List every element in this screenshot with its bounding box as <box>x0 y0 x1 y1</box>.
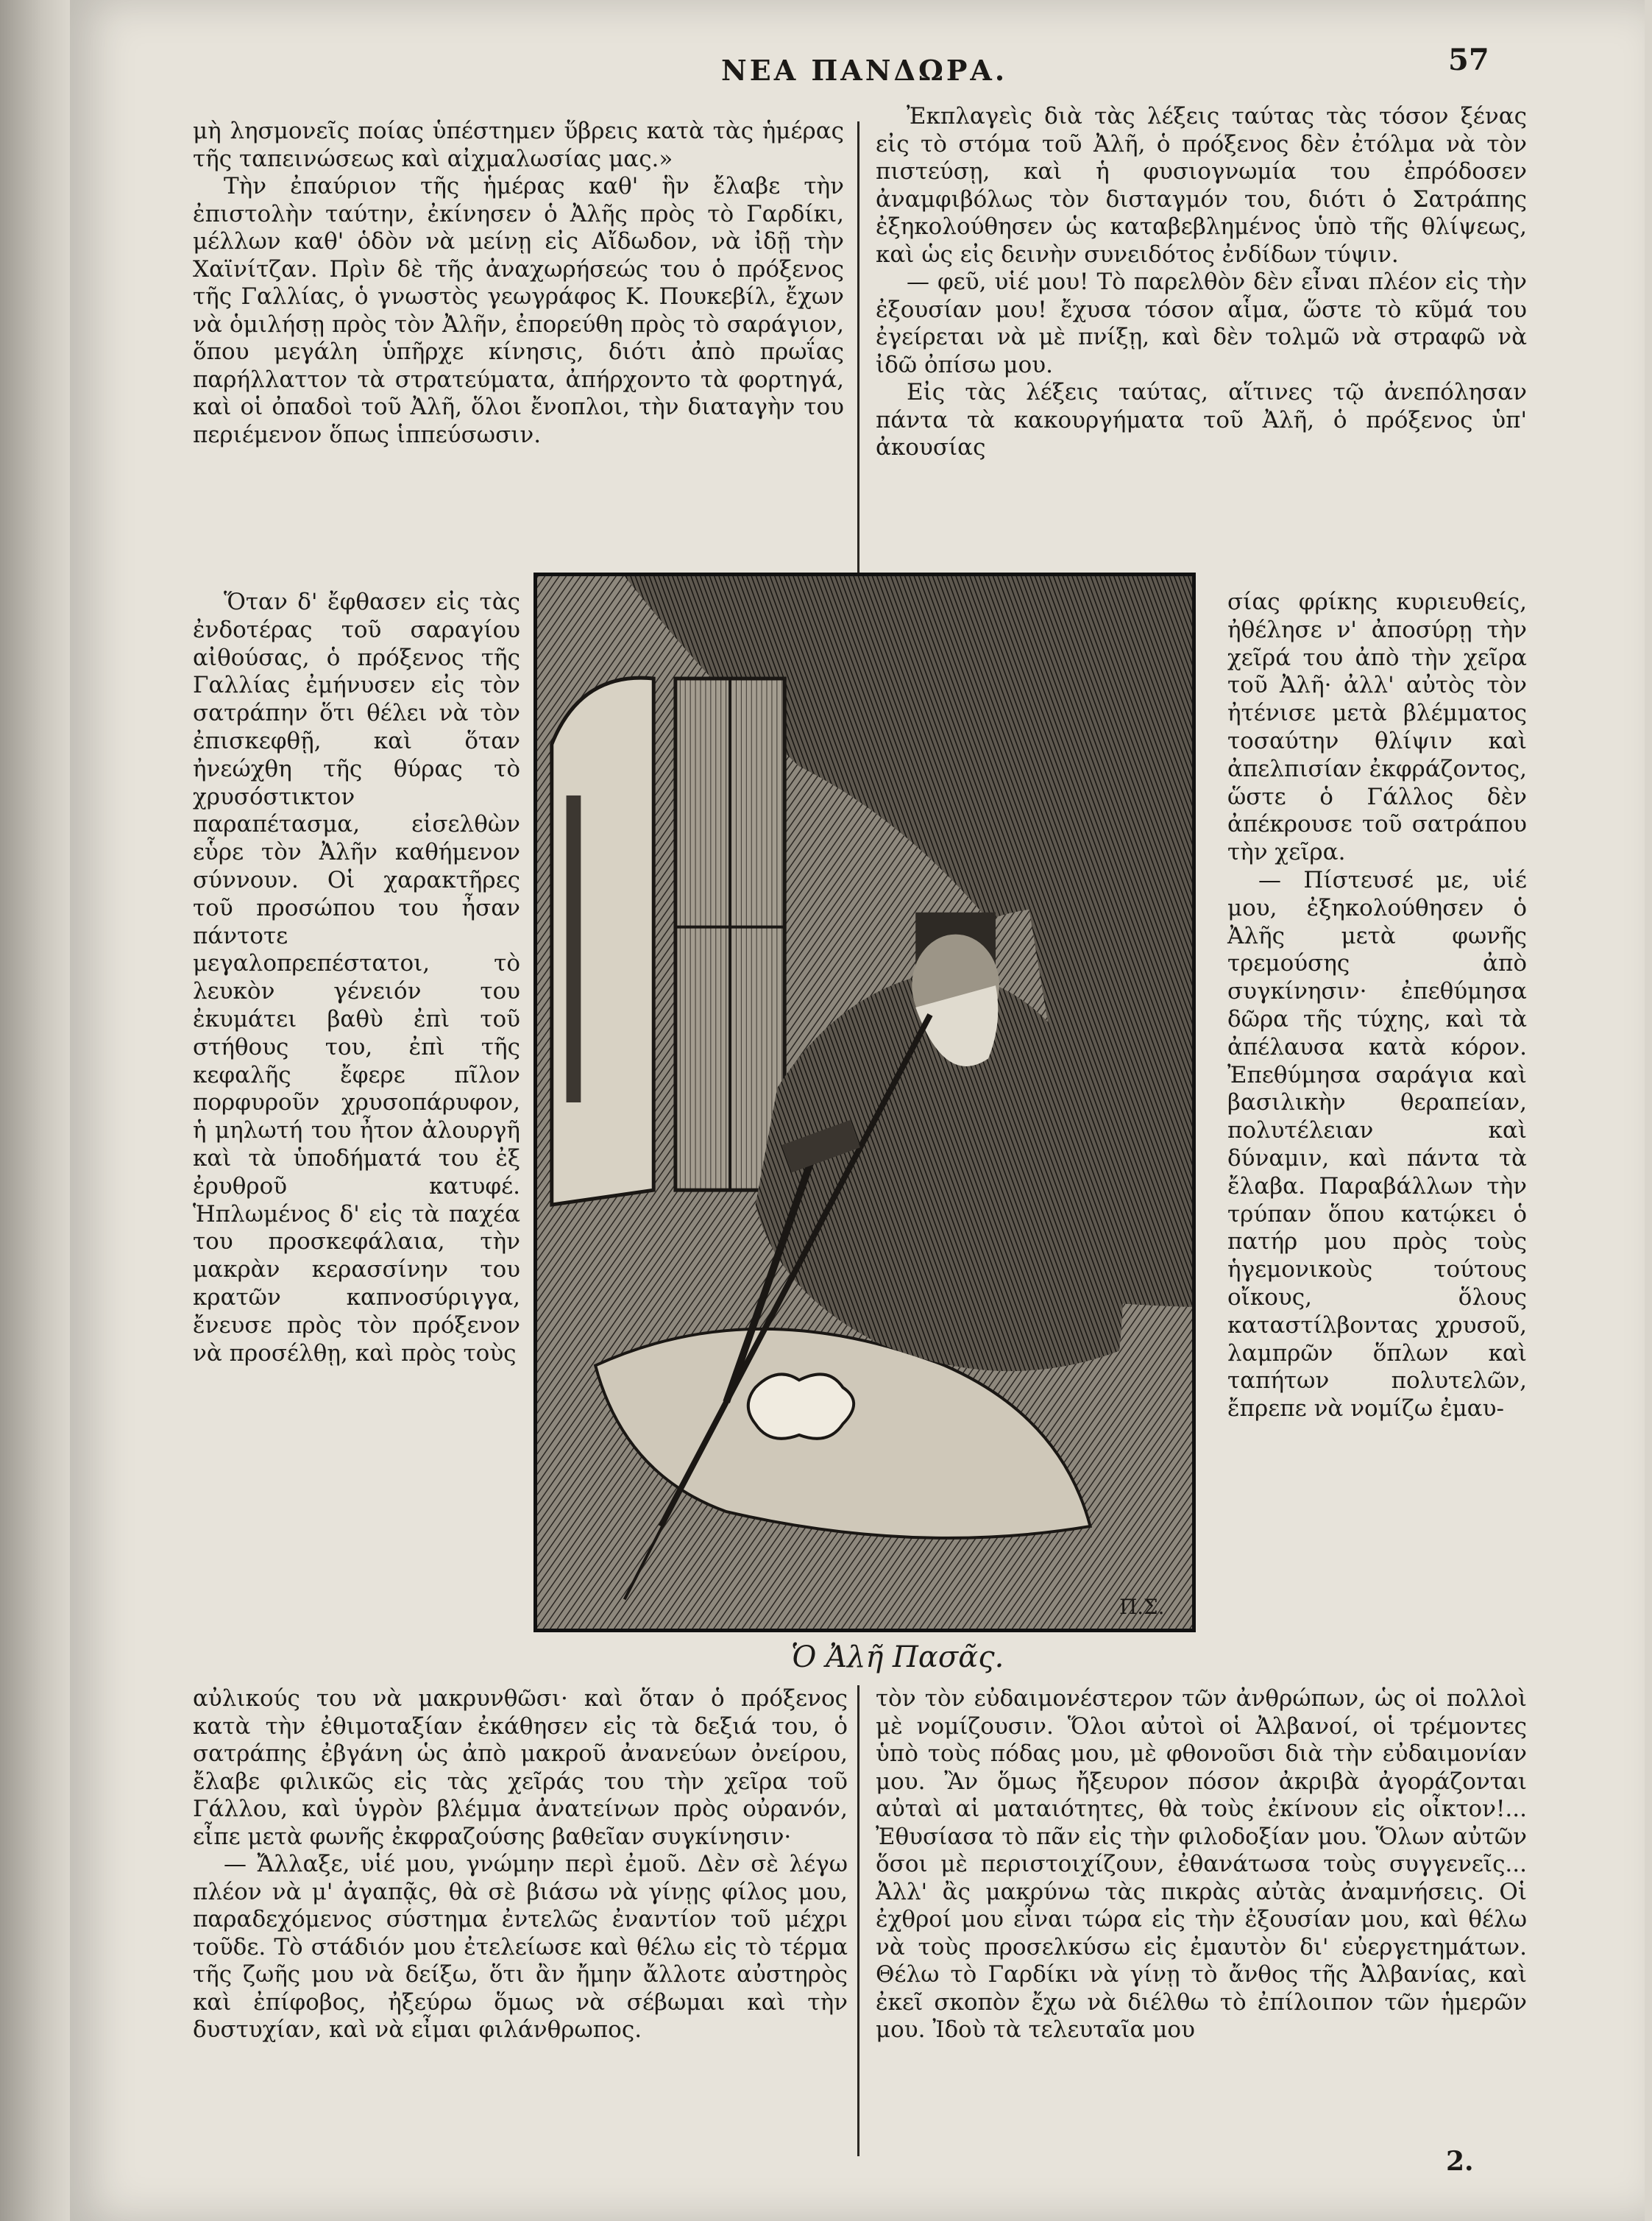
paragraph: Εἰς τὰς λέξεις ταύτας, αἵτινες τῷ ἀνεπόλησαν πάντα τὰ κακουργήματα τοῦ Ἀλῆ, ὁ πρόξενος ὑπ' ἀκουσίας <box>876 379 1527 461</box>
paragraph: Ὅταν δ' ἔφθασεν εἰς τὰς ἐνδοτέρας τοῦ σαραγίου αἰθούσας, ὁ πρόξενος τῆς Γαλλίας ἐμήνυσεν εἰς τὸν σατράπην ὅτι θέλει νὰ τὸν ἐπισκεφθῇ, καὶ ὅταν ἠνεώχθη τῆς θύρας τὸ χρυσόστικτον παραπέτασμα, εἰσελθὼν εὗρε τὸν Ἀλῆν καθήμενον σύννουν. Οἱ χαρακτῆρες τοῦ προσώπου του ἦσαν πάντοτε μεγαλοπρεπέστατοι, τὸ λευκὸν γένειόν του ἐκυμάτει βαθὺ ἐπὶ τοῦ στήθους του, ἐπὶ τῆς κεφαλῆς ἔφερε πῖλον πορφυροῦν χρυσοπάρυφον, ἡ μηλωτή του ἦτον ἀλουργῆ καὶ τὰ ὑποδήματά του ἐξ ἐρυθροῦ κατυφέ. Ἡπλωμένος δ' εἰς τὰ παχέα του προσκεφάλαια, τὴν μακρὰν κερασσίνην του κρατῶν καπνοσύριγγα, ἔνευσε πρὸς τὸν πρόξενον νὰ προσέλθῃ, καὶ πρὸς τοὺς <box>193 589 520 1367</box>
paragraph: — φεῦ, υἱέ μου! Τὸ παρελθὸν δὲν εἶναι πλέον εἰς τὴν ἐξουσίαν μου! ἔχυσα τόσον αἷμα, ὥστε τὸ κῦμά του ἐγείρεται νὰ μὲ πνίξῃ, καὶ δὲν τολμῶ νὰ στραφῶ νὰ ἰδῶ ὀπίσω μου. <box>876 269 1527 378</box>
column-top-right <box>876 103 1527 462</box>
signature-mark: 2. <box>1446 2146 1474 2177</box>
page-number: 57 <box>1448 43 1489 77</box>
column-top-left <box>193 118 844 449</box>
running-header-title: ΝΕΑ ΠΑΝΔΩΡΑ. <box>721 54 1008 87</box>
paragraph: αὐλικούς του νὰ μακρυνθῶσι· καὶ ὅταν ὁ πρόξενος κατὰ τὴν ἐθιμοταξίαν ἐκάθησεν εἰς τὰ δεξιά του, ὁ σατράπης ἐβγάνη ὡς ἀπὸ μακροῦ ἀνανεύων ὀνείρου, ἔλαβε φιλικῶς εἰς τὰς χεῖράς του τὴν χεῖρα τοῦ Γάλλου, καὶ ὑγρὸν βλέμμα ἀνατείνων πρὸς οὐρανόν, εἶπε μετὰ φωνῆς ἐκφραζούσης βαθεῖαν συγκίνησιν· <box>193 1685 848 1850</box>
illustration-caption: Ὁ Ἀλῆ Πασᾶς. <box>791 1640 1004 1674</box>
paragraph: σίας φρίκης κυριευθείς, ἠθέλησε ν' ἀποσύρῃ τὴν χεῖρά του ἀπὸ τὴν χεῖρα τοῦ Ἀλῆ· ἀλλ' αὐτὸς τὸν ἠτένισε μετὰ βλέμματος τοσαύτην θλίψιν καὶ ἀπελπισίαν ἐκφράζοντος, ὥστε ὁ Γάλλος δὲν ἀπέκρουσε τοῦ σατράπου τὴν χεῖρα. <box>1227 589 1527 866</box>
column-middle-right <box>1227 589 1527 1423</box>
paragraph: μὴ λησμονεῖς ποίας ὑπέστημεν ὕβρεις κατὰ τὰς ἡμέρας τῆς ταπεινώσεως καὶ αἰχμαλωσίας μας.» <box>193 118 844 172</box>
engraving-ali-pasha <box>533 573 1196 1632</box>
engraving-art <box>537 576 1192 1629</box>
column-bottom-right <box>876 1685 1527 2044</box>
column-middle-left <box>193 589 520 1367</box>
paragraph: Τὴν ἐπαύριον τῆς ἡμέρας καθ' ἣν ἔλαβε τὴν ἐπιστολὴν ταύτην, ἐκίνησεν ὁ Ἀλῆς πρὸς τὸ Γαρδίκι, μέλλων καθ' ὁδὸν νὰ μείνῃ εἰς Αἴδωδον, νὰ ἰδῇ τὴν Χαϊνίτζαν. Πρὶν δὲ τῆς ἀναχωρήσεώς του ὁ πρόξενος τῆς Γαλλίας, ὁ γνωστὸς γεωγράφος Κ. Πουκεβίλ, ἔχων νὰ ὁμιλήσῃ πρὸς τὸν Ἀλῆν, ἐπορεύθη πρὸς τὸ σαράγιον, ὅπου μεγάλη ὑπῆρχε κίνησις, διότι ἀπὸ πρωΐας παρήλλαττον τὰ στρατεύματα, ἀπήρχοντο τὰ φορτηγά, καὶ οἱ ὀπαδοὶ τοῦ Ἀλῆ, ὅλοι ἔνοπλοι, τὴν διαταγὴν του περιέμενον ὅπως ἱππεύσωσιν. <box>193 173 844 448</box>
column-bottom-left <box>193 1685 848 2044</box>
engraver-mark: Π.Σ. <box>1119 1595 1165 1620</box>
paragraph: Ἐκπλαγεὶς διὰ τὰς λέξεις ταύτας τὰς τόσον ξένας εἰς τὸ στόμα τοῦ Ἀλῆ, ὁ πρόξενος δὲν ἐτόλμα νὰ τὸν πιστεύσῃ, καὶ ἡ φυσιογνωμία του ἐπρόδοσεν ἀναμφιβόλως τὸν δισταγμόν του, διότι ὁ Σατράπης ἐξηκολούθησεν ὡς καταβεβλημένος ὑπὸ τῆς θλίψεως, καὶ ὡς εἰς δεινὴν συνειδότος ἐνδίδων τύψιν. <box>876 103 1527 268</box>
paragraph: τὸν τὸν εὐδαιμονέστερον τῶν ἀνθρώπων, ὡς οἱ πολλοὶ μὲ νομίζουσιν. Ὅλοι αὐτοὶ οἱ Ἀλβανοί, οἱ τρέμοντες ὑπὸ τοὺς πόδας μου, μὲ φθονοῦσι διὰ τὴν εὐδαιμονίαν μου. Ἂν ὅμως ἤξευρον πόσον ἀκριβὰ ἀγοράζονται αὐταὶ αἱ ματαιότητες, θὰ τοὺς ἐκίνουν εἰς οἶκτον!... Ἐθυσίασα τὸ πᾶν εἰς τὴν φιλοδοξίαν μου. Ὅλων αὐτῶν ὅσοι μὲ περιστοιχίζουν, ἐθανάτωσα τοὺς συγγενεῖς... Ἀλλ' ἂς μακρύνω τὰς πικρὰς αὐτὰς ἀναμνήσεις. Οἱ ἐχθροί μου εἶναι τώρα εἰς τὴν ἐξουσίαν μου, καὶ θέλω νὰ τοὺς προσελκύσω εἰς ἐμαυτὸν δι' εὐεργετημάτων. Θέλω τὸ Γαρδίκι νὰ γίνῃ τὸ ἄνθος τῆς Ἀλβανίας, καὶ ἐκεῖ σκοπὸν ἔχω νὰ διέλθω τὸ ἐπίλοιπον τῶν ἡμερῶν μου. Ἰδοὺ τὰ τελευταῖα μου <box>876 1685 1527 2043</box>
column-rule-top <box>857 121 859 578</box>
paragraph: — Ἄλλαξε, υἱέ μου, γνώμην περὶ ἐμοῦ. Δὲν σὲ λέγω πλέον νὰ μ' ἀγαπᾷς, θὰ σὲ βιάσω νὰ γίνῃς φίλος μου, παραδεχόμενος σύστημα ἐντελῶς ἐναντίον τοῦ μέχρι τοῦδε. Τὸ στάδιόν μου ἐτελείωσε καὶ θέλω εἰς τὸ τέρμα τῆς ζωῆς μου νὰ δείξω, ὅτι ἂν ἤμην ἄλλοτε αὐστηρὸς καὶ ἐπίφοβος, ἠξεύρω ὅμως νὰ σέβωμαι καὶ τὴν δυστυχίαν, καὶ νὰ εἶμαι φιλάνθρωπος. <box>193 1851 848 2043</box>
page-edge <box>0 0 70 2221</box>
column-rule-bottom <box>857 1685 859 2156</box>
paragraph: — Πίστευσέ με, υἱέ μου, ἐξηκολούθησεν ὁ Ἀλῆς μετὰ φωνῆς τρεμούσης ἀπὸ συγκίνησιν· ἐπεθύμησα δῶρα τῆς τύχης, καὶ τὰ ἀπέλαυσα κατὰ κόρον. Ἐπεθύμησα σαράγια καὶ βασιλικὴν θεραπείαν, πολυτέλειαν καὶ δύναμιν, καὶ πάντα τὰ ἔλαβα. Παραβάλλων τὴν τρύπαν ὅπου κατῴκει ὁ πατήρ μου πρὸς τοὺς ἡγεμονικοὺς τούτους οἴκους, ὅλους καταστίλβοντας χρυσοῦ, λαμπρῶν ὅπλων καὶ ταπήτων πολυτελῶν, ἔπρεπε νὰ νομίζω ἐμαυ- <box>1227 866 1527 1423</box>
